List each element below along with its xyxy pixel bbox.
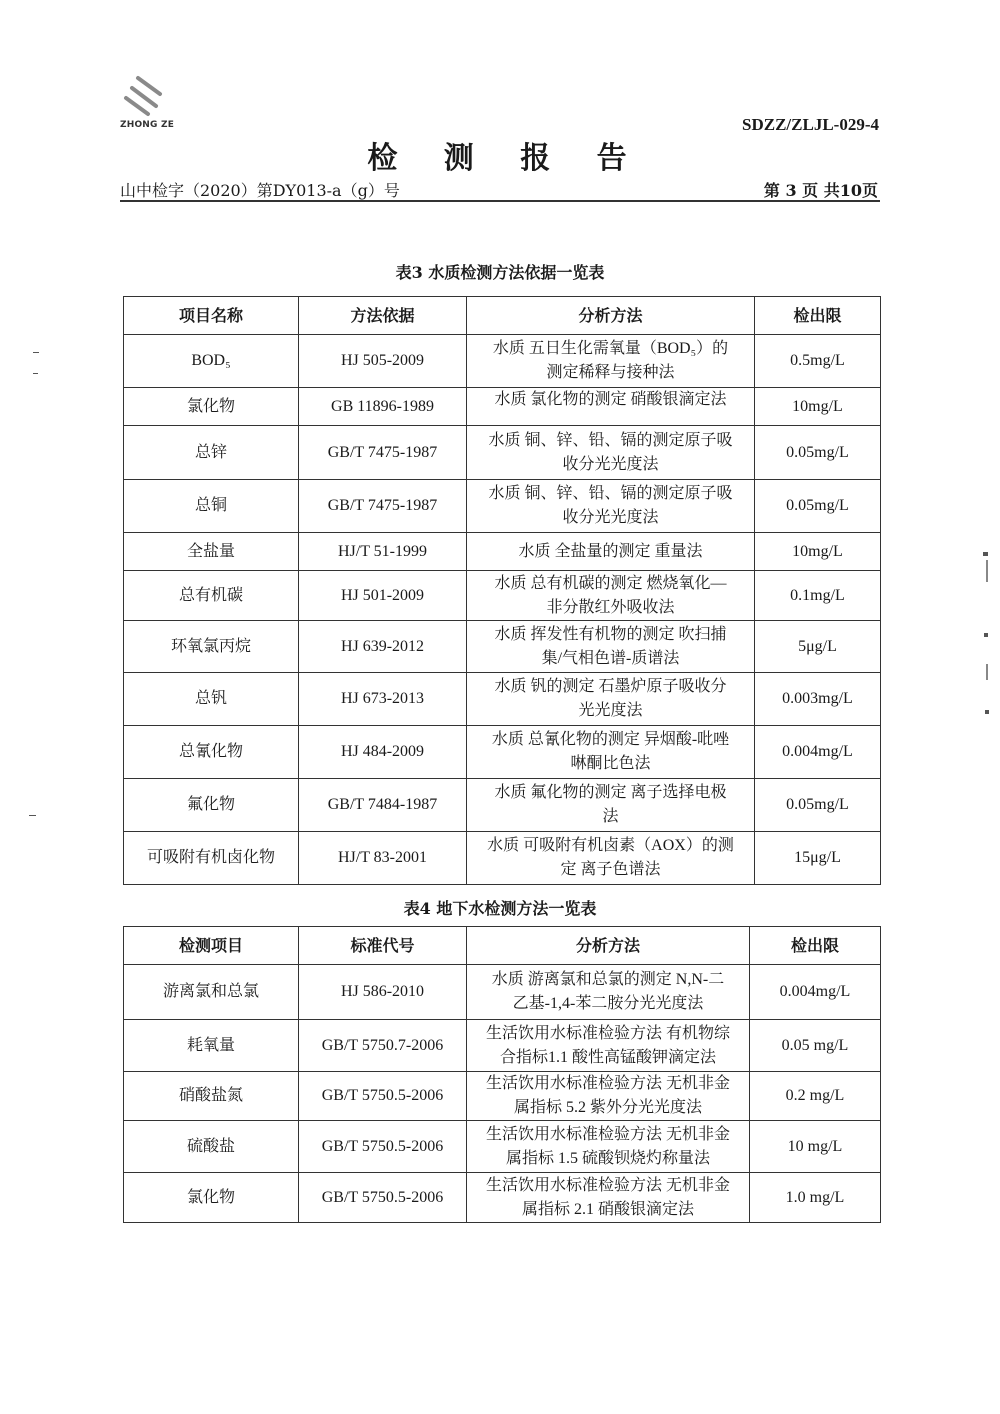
standard-cell: HJ/T 51-1999: [299, 533, 467, 571]
column-header: 分析方法: [467, 927, 750, 965]
table-row: [124, 426, 881, 480]
table-row: [124, 571, 881, 621]
table4-groundwater-methods: [123, 926, 881, 1223]
standard-cell: GB/T 5750.5-2006: [299, 1121, 467, 1173]
method-cell: 生活饮用水标准检验方法 无机非金 属指标 2.1 硝酸银滴定法: [467, 1173, 750, 1223]
item-cell: 总锌: [124, 426, 299, 480]
table-row: [124, 388, 881, 426]
item-cell: 耗氧量: [124, 1020, 299, 1072]
item-cell: 硫酸盐: [124, 1121, 299, 1173]
standard-cell: GB/T 7475-1987: [299, 426, 467, 480]
method-cell: 生活饮用水标准检验方法 无机非金 属指标 1.5 硫酸钡烧灼称量法: [467, 1121, 750, 1173]
item-cell: 总铜: [124, 480, 299, 533]
method-cell: 水质 铜、锌、铅、镉的测定原子吸 收分光光度法: [467, 426, 755, 480]
zhongze-logo-icon: [116, 72, 196, 120]
method-cell: 水质 氯化物的测定 硝酸银滴定法: [467, 388, 755, 426]
column-header: 检出限: [750, 927, 881, 965]
item-cell: 总有机碳: [124, 571, 299, 621]
table-row: [124, 1020, 881, 1072]
item-cell: 氯化物: [124, 388, 299, 426]
method-cell: 水质 总氰化物的测定 异烟酸-吡唑 啉酮比色法: [467, 726, 755, 779]
standard-cell: GB/T 5750.5-2006: [299, 1072, 467, 1121]
table-row: [124, 726, 881, 779]
item-cell: 环氧氯丙烷: [124, 621, 299, 673]
method-cell: 水质 挥发性有机物的测定 吹扫捕 集/气相色谱-质谱法: [467, 621, 755, 673]
scan-mark: [29, 815, 36, 816]
method-cell: 水质 全盐量的测定 重量法: [467, 533, 755, 571]
standard-cell: HJ/T 83-2001: [299, 832, 467, 885]
scan-mark: [33, 373, 38, 374]
company-logo: [116, 72, 196, 136]
table-row: [124, 335, 881, 388]
table-row: [124, 1121, 881, 1173]
table-row: [124, 673, 881, 726]
item-cell: 总钒: [124, 673, 299, 726]
report-title: 检 测 报 告: [367, 141, 645, 176]
column-header: 方法依据: [299, 297, 467, 335]
column-header: 分析方法: [467, 297, 755, 335]
limit-cell: 0.05mg/L: [755, 426, 881, 480]
column-header: 检测项目: [124, 927, 299, 965]
item-cell: 氟化物: [124, 779, 299, 832]
limit-cell: 0.05 mg/L: [750, 1020, 881, 1072]
scan-mark: [986, 664, 988, 680]
item-cell: 游离氯和总氯: [124, 965, 299, 1020]
table-row: [124, 1173, 881, 1223]
limit-cell: 5μg/L: [755, 621, 881, 673]
table-header-row: [124, 297, 881, 335]
limit-cell: 0.5mg/L: [755, 335, 881, 388]
scan-mark: [983, 552, 988, 556]
method-cell: 生活饮用水标准检验方法 有机物综 合指标1.1 酸性高锰酸钾滴定法: [467, 1020, 750, 1072]
table-header-row: [124, 927, 881, 965]
method-cell: 生活饮用水标准检验方法 无机非金 属指标 5.2 紫外分光光度法: [467, 1072, 750, 1121]
standard-cell: GB 11896-1989: [299, 388, 467, 426]
table-row: [124, 779, 881, 832]
item-cell: 总氰化物: [124, 726, 299, 779]
table-row: [124, 965, 881, 1020]
limit-cell: 1.0 mg/L: [750, 1173, 881, 1223]
page-info: 第 3 页 共10页: [763, 181, 878, 200]
logo-text: ZHONG ZE: [120, 120, 175, 130]
limit-cell: 0.1mg/L: [755, 571, 881, 621]
limit-cell: 0.003mg/L: [755, 673, 881, 726]
method-cell: 水质 五日生化需氧量（BOD₅）的 测定稀释与接种法: [467, 335, 755, 388]
standard-cell: HJ 586-2010: [299, 965, 467, 1020]
standard-cell: GB/T 7475-1987: [299, 480, 467, 533]
standard-cell: GB/T 7484-1987: [299, 779, 467, 832]
table-row: [124, 1072, 881, 1121]
item-cell: 可吸附有机卤化物: [124, 832, 299, 885]
item-cell: 氯化物: [124, 1173, 299, 1223]
method-cell: 水质 可吸附有机卤素（AOX）的测 定 离子色谱法: [467, 832, 755, 885]
scan-mark: [985, 710, 989, 714]
table4-caption: 表4 地下水检测方法一览表: [403, 899, 597, 918]
scan-mark: [986, 560, 988, 582]
table-row: [124, 533, 881, 571]
limit-cell: 10mg/L: [755, 533, 881, 571]
column-header: 检出限: [755, 297, 881, 335]
document-code: SDZZ/ZLJL-029-4: [742, 115, 879, 134]
limit-cell: 10mg/L: [755, 388, 881, 426]
method-cell: 水质 钒的测定 石墨炉原子吸收分 光光度法: [467, 673, 755, 726]
method-cell: 水质 游离氯和总氯的测定 N,N-二 乙基-1,4-苯二胺分光光度法: [467, 965, 750, 1020]
limit-cell: 10 mg/L: [750, 1121, 881, 1173]
report-number: 山中检字（2020）第DY013-a（g）号: [120, 181, 400, 200]
standard-cell: HJ 484-2009: [299, 726, 467, 779]
table-row: [124, 621, 881, 673]
limit-cell: 0.2 mg/L: [750, 1072, 881, 1121]
standard-cell: HJ 673-2013: [299, 673, 467, 726]
column-header: 标准代号: [299, 927, 467, 965]
scan-mark: [33, 352, 39, 353]
method-cell: 水质 总有机碳的测定 燃烧氧化— 非分散红外吸收法: [467, 571, 755, 621]
method-cell: 水质 铜、锌、铅、镉的测定原子吸 收分光光度法: [467, 480, 755, 533]
table3-caption: 表3 水质检测方法依据一览表: [395, 263, 605, 282]
table3-water-quality-methods: [123, 296, 881, 885]
table-row: [124, 480, 881, 533]
limit-cell: 0.004mg/L: [750, 965, 881, 1020]
standard-cell: HJ 501-2009: [299, 571, 467, 621]
standard-cell: HJ 505-2009: [299, 335, 467, 388]
header-divider: [120, 200, 880, 202]
item-cell: 全盐量: [124, 533, 299, 571]
limit-cell: 0.05mg/L: [755, 779, 881, 832]
method-cell: 水质 氟化物的测定 离子选择电极 法: [467, 779, 755, 832]
limit-cell: 15μg/L: [755, 832, 881, 885]
table-row: [124, 832, 881, 885]
limit-cell: 0.05mg/L: [755, 480, 881, 533]
scan-mark: [984, 633, 988, 637]
limit-cell: 0.004mg/L: [755, 726, 881, 779]
item-cell: 硝酸盐氮: [124, 1072, 299, 1121]
item-cell: BOD₅: [124, 335, 299, 388]
standard-cell: GB/T 5750.7-2006: [299, 1020, 467, 1072]
column-header: 项目名称: [124, 297, 299, 335]
standard-cell: HJ 639-2012: [299, 621, 467, 673]
standard-cell: GB/T 5750.5-2006: [299, 1173, 467, 1223]
